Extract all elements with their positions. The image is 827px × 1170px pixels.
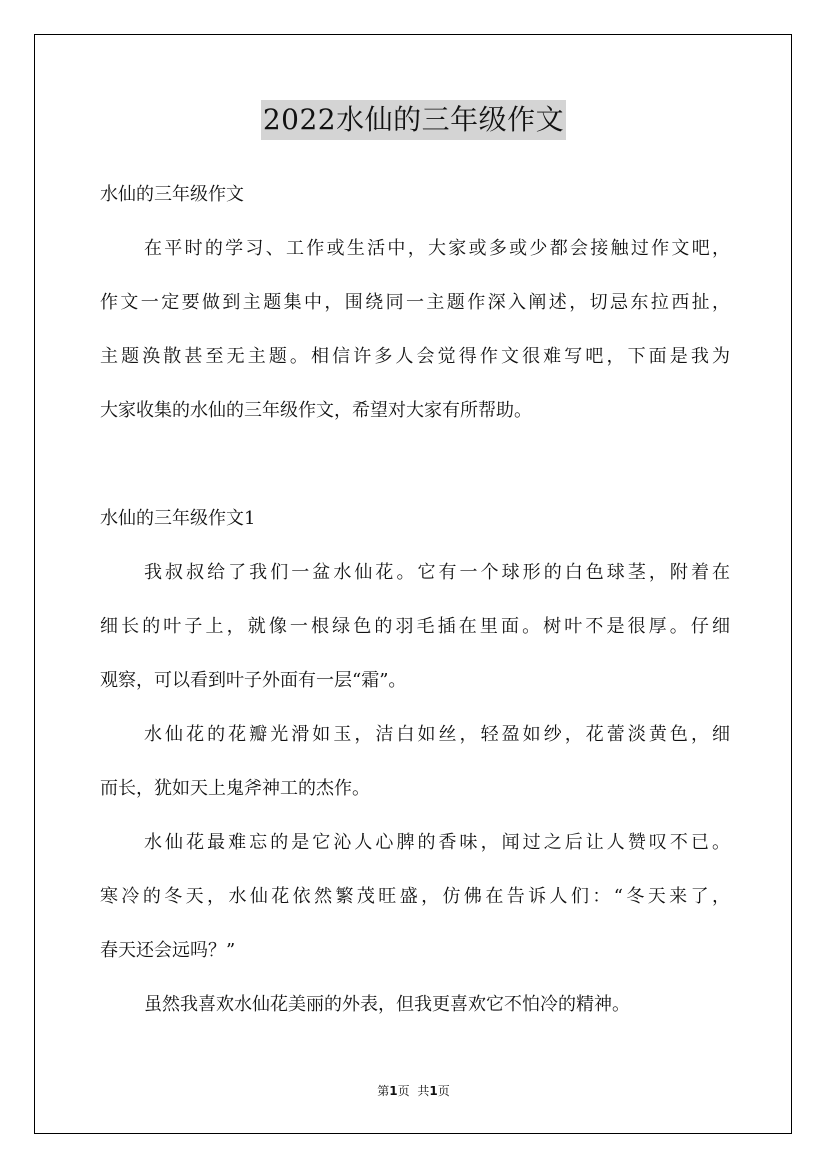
total-label-prefix: 共 (417, 1084, 430, 1098)
text-line: 主题涣散甚至无主题。相信许多人会觉得作文很难写吧，下面是我为 (100, 346, 730, 367)
page-number: 1 (389, 1084, 398, 1098)
text-line: 寒冷的冬天，水仙花依然繁茂旺盛，仿佛在告诉人们：“冬天来了， (100, 886, 730, 907)
page-label-prefix: 第 (377, 1084, 390, 1098)
text-line: 春天还会远吗？” (100, 940, 236, 961)
text-line: 作文一定要做到主题集中，围绕同一主题作深入阐述，切忌东拉西扯， (100, 292, 730, 313)
section-heading: 水仙的三年级作文1 (100, 508, 256, 529)
text-line: 而长，犹如天上鬼斧神工的杰作。 (100, 778, 370, 799)
document-body (100, 176, 730, 1040)
text-line: 细长的叶子上，就像一根绿色的羽毛插在里面。树叶不是很厚。仔细 (100, 616, 730, 637)
text-line: 水仙花最难忘的是它沁人心脾的香味，闻过之后让人赞叹不已。 (144, 832, 730, 853)
blank-line (100, 446, 730, 500)
document-title: 2022水仙的三年级作文 (261, 100, 566, 140)
total-label-suffix: 页 (437, 1084, 450, 1098)
text-line: 在平时的学习、工作或生活中，大家或多或少都会接触过作文吧， (144, 238, 730, 259)
title-container (0, 100, 827, 140)
text-line: 我叔叔给了我们一盆水仙花。它有一个球形的白色球茎，附着在 (144, 562, 730, 583)
text-line: 水仙花的花瓣光滑如玉，洁白如丝，轻盈如纱，花蕾淡黄色，细 (144, 724, 730, 745)
page-label-suffix: 页 (397, 1084, 410, 1098)
text-line: 水仙的三年级作文 (100, 184, 244, 205)
total-pages: 1 (429, 1084, 438, 1098)
text-line: 虽然我喜欢水仙花美丽的外表，但我更喜欢它不怕冷的精神。 (144, 994, 630, 1015)
page-footer (0, 1082, 827, 1099)
text-line: 大家收集的水仙的三年级作文，希望对大家有所帮助。 (100, 400, 532, 421)
text-line: 观察，可以看到叶子外面有一层“霜”。 (100, 670, 407, 691)
